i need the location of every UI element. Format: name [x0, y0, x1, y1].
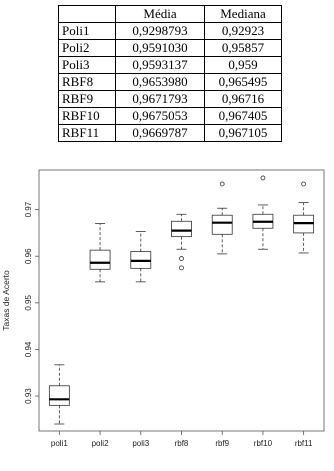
y-tick-label: 0.93	[24, 388, 33, 404]
y-tick-label: 0.94	[24, 341, 33, 358]
table-cell: 0,967405	[205, 108, 282, 125]
table-row	[59, 108, 282, 125]
box-rbf10	[253, 176, 273, 249]
y-tick-label: 0.95	[24, 295, 33, 311]
table-cell: 0,959	[205, 57, 282, 74]
y-tick-label: 0.97	[24, 201, 33, 218]
x-tick-label: rbf10	[253, 439, 273, 448]
table-row	[59, 74, 282, 91]
x-tick-label: rbf11	[294, 439, 313, 448]
table-cell: RBF9	[59, 91, 116, 108]
table-cell: 0,965495	[205, 74, 282, 91]
table-row	[59, 40, 282, 57]
table-cell: 0,9591030	[116, 40, 205, 57]
table-row	[59, 91, 282, 108]
x-tick-label: poli2	[91, 439, 109, 448]
box-poli1	[49, 365, 69, 424]
y-axis-label: Taxas de Acerto	[1, 270, 11, 331]
x-tick-label: rbf9	[215, 439, 230, 448]
table-header-cell: Média	[116, 6, 205, 23]
y-tick-label: 0.96	[24, 248, 33, 265]
outlier-point	[220, 182, 224, 186]
table-cell: Poli2	[59, 40, 116, 57]
outlier-point	[180, 257, 184, 261]
table-cell: RBF11	[59, 125, 116, 142]
table-cell: RBF8	[59, 74, 116, 91]
table-cell: 0,967105	[205, 125, 282, 142]
table-header-cell: Mediana	[205, 6, 282, 23]
table-cell: RBF10	[59, 108, 116, 125]
x-tick-label: rbf8	[174, 439, 189, 448]
box-rbf11	[294, 182, 314, 253]
table-cell: Poli3	[59, 57, 116, 74]
outlier-point	[302, 182, 306, 186]
table-cell: 0,9675053	[116, 108, 205, 125]
box-poli3	[131, 232, 151, 282]
table-cell: Poli1	[59, 23, 116, 40]
table-cell: 0,92923	[205, 23, 282, 40]
table-cell: 0,9298793	[116, 23, 205, 40]
table-cell: 0,96716	[205, 91, 282, 108]
x-axis	[51, 431, 313, 448]
iqr-box	[212, 215, 232, 234]
iqr-box	[49, 386, 69, 406]
boxes-group	[49, 176, 313, 424]
outlier-point	[180, 266, 184, 270]
boxplot-chart	[0, 160, 334, 471]
table-header-cell	[59, 6, 116, 23]
table-cell: 0,9653980	[116, 74, 205, 91]
box-poli2	[90, 224, 110, 282]
outlier-point	[261, 176, 265, 180]
table-row	[59, 125, 282, 142]
box-rbf9	[212, 182, 232, 254]
table-cell: 0,9669787	[116, 125, 205, 142]
statistics-table	[58, 5, 282, 142]
x-tick-label: poli1	[50, 439, 68, 448]
box-rbf8	[172, 214, 192, 270]
table-cell: 0,9671793	[116, 91, 205, 108]
table-cell: 0,95857	[205, 40, 282, 57]
table-row	[59, 57, 282, 74]
table-cell: 0,9593137	[116, 57, 205, 74]
x-tick-label: poli3	[132, 439, 150, 448]
iqr-box	[172, 221, 192, 236]
table-header-row	[59, 6, 282, 23]
plot-frame	[39, 170, 324, 431]
iqr-box	[90, 250, 110, 269]
y-axis	[24, 201, 39, 404]
table-row	[59, 23, 282, 40]
